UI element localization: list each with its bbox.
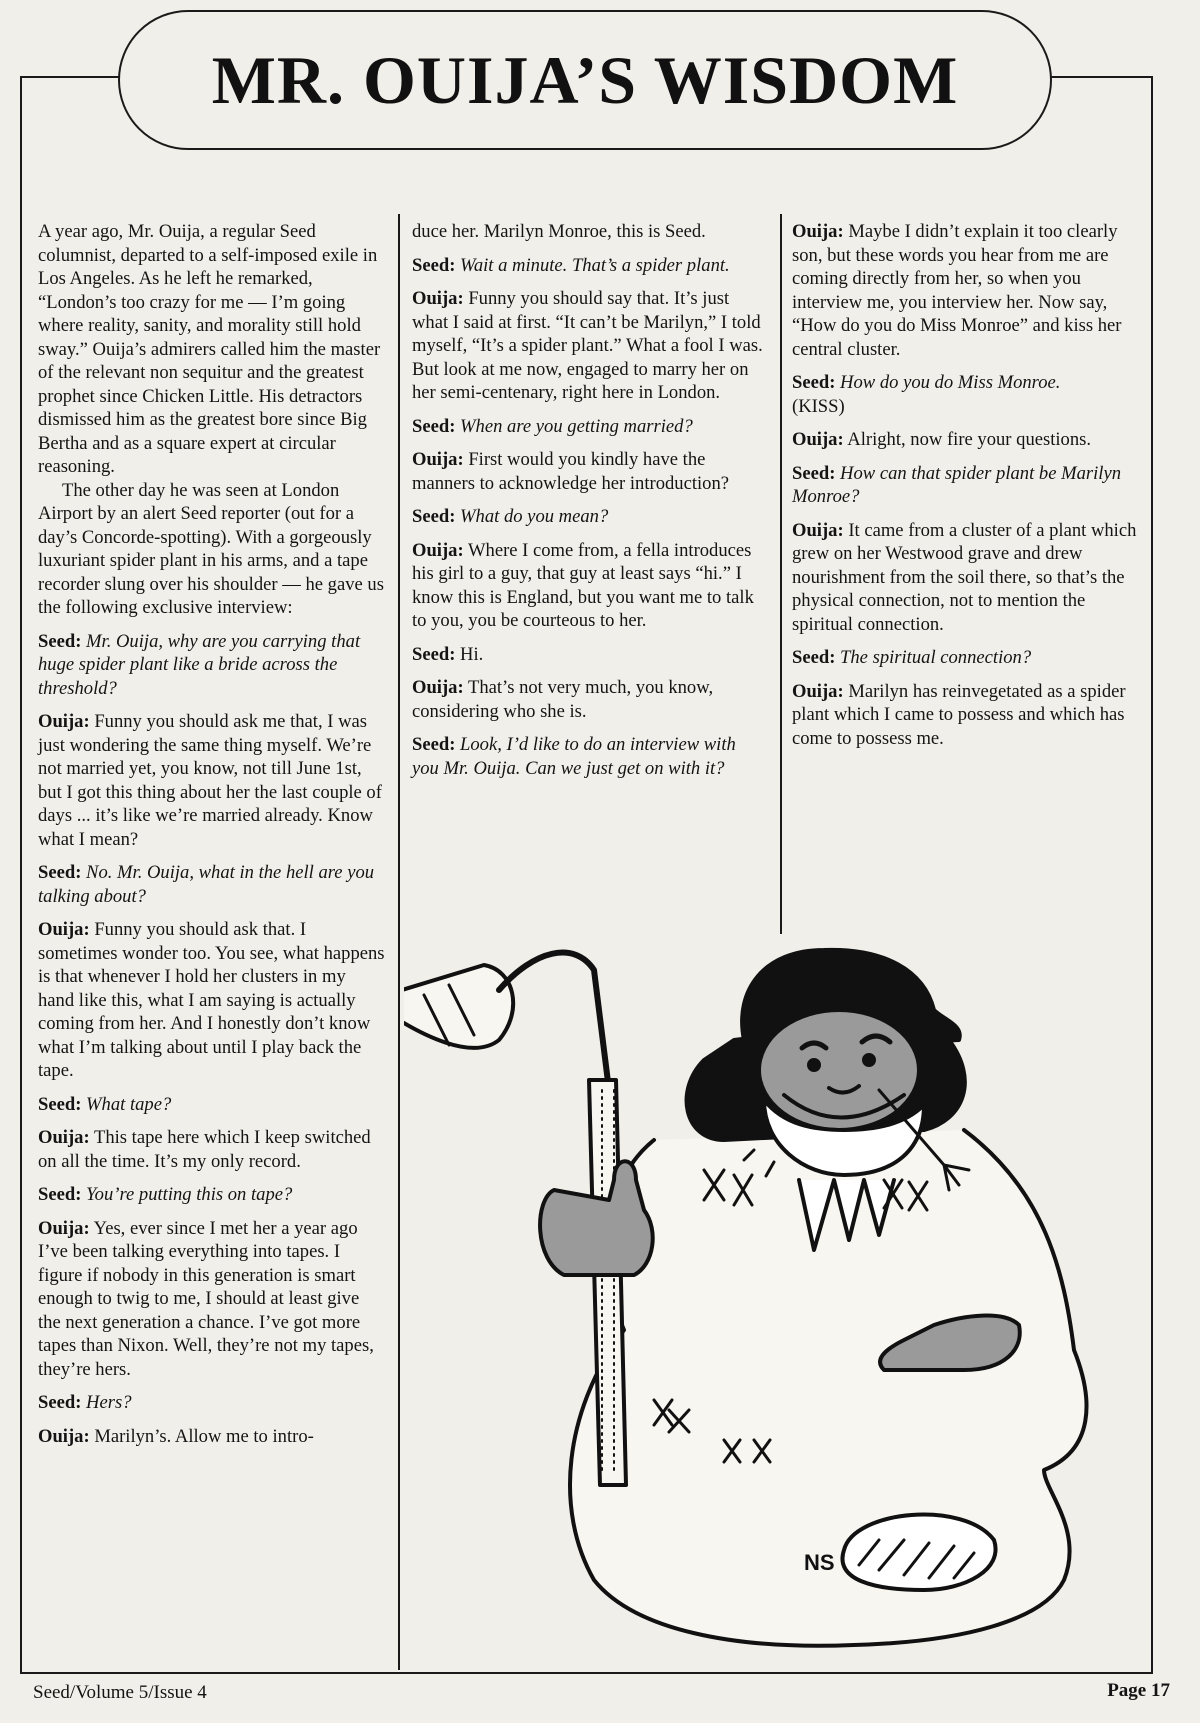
title-banner	[118, 10, 1052, 150]
intro-paragraph: The other day he was seen at London Airport by an alert Seed reporter (out for a day’s Concorde-spotting). With a gorgeously luxuriant spider plant in his arms, and a tape recorder slung over his shoulder — he gave us the following exclusive interview:	[38, 479, 384, 618]
dialogue-ouija: Ouija: Funny you should ask me that, I was just wondering the same thing myself. We’re not married yet, you know, not till June 1st, but I got this thing about her the last couple of days ... it’s like we’re married already. Know what I mean?	[38, 711, 382, 850]
artist-signature: NS	[804, 1550, 835, 1575]
page-number: Page 17	[1107, 1680, 1170, 1701]
dialogue-ouija: Ouija: Funny you should say that. It’s just what I said at first. “It can’t be Marilyn,” I told myself, “It’s a spider plant.” What a fool I was. But look at me now, engaged to marry her on her semi-centenary, right here in London.	[412, 288, 763, 403]
column-3	[792, 220, 1142, 760]
dialogue-ouija: Ouija: That’s not very much, you know, considering who she is.	[412, 677, 714, 722]
dialogue-ouija: Ouija: Funny you should ask that. I sometimes wonder too. You see, what happens is that whenever I hold her clusters in my hand like this, what I am saying is actually coming from her. And I honestly don’t know what I’m talking about until I play back the tape.	[38, 919, 385, 1081]
dialogue-ouija: Ouija: Where I come from, a fella introduces his girl to a guy, that guy at least says “hi.” I know this is England, but you want me to talk to you, you be courteous to her.	[412, 539, 754, 631]
continued-text: duce her. Marilyn Monroe, this is Seed.	[412, 221, 706, 242]
dialogue-seed: Seed: No. Mr. Ouija, what in the hell are you talking about?	[38, 862, 375, 907]
dialogue-ouija: Ouija: Marilyn’s. Allow me to intro-	[38, 1425, 314, 1447]
dialogue-seed: Seed: Hers?	[38, 1392, 132, 1413]
dialogue-ouija: Ouija: This tape here which I keep switched on all the time. It’s my only record.	[38, 1127, 371, 1172]
ouija-cartoon-illustration	[404, 930, 1144, 1670]
dialogue-seed: Seed: Mr. Ouija, why are you carrying that huge spider plant like a bride across the threshold?	[38, 630, 361, 699]
dialogue-ouija: Ouija: Yes, ever since I met her a year ago I’ve been talking everything into tapes. I figure if nobody in this generation is smart enough to twig to me, I should at least give the next generation a chance. I’ve got more tapes than Nixon. Well, they’re not my tapes, they’re hers.	[38, 1217, 374, 1380]
dialogue-ouija: Ouija: Marilyn has reinvegetated as a spider plant which I came to possess and which has come to possess me.	[792, 680, 1126, 749]
column-rule	[780, 214, 782, 934]
dialogue-seed: Seed: Wait a minute. That’s a spider plant.	[412, 254, 730, 276]
dialogue-ouija: Ouija: It came from a cluster of a plant which grew on her Westwood grave and drew nourishment from the soil there, so that’s the physical connection, not to mention the spiritual connection.	[792, 519, 1137, 635]
dialogue-seed: Seed: You’re putting this on tape?	[38, 1184, 293, 1205]
dialogue-seed: Seed: How can that spider plant be Marilyn Monroe?	[792, 462, 1121, 507]
dialogue-ouija: Ouija: Alright, now fire your questions.	[792, 429, 1092, 450]
dialogue-seed: Seed: The spiritual connection?	[792, 647, 1032, 668]
dialogue-seed: Seed: What tape?	[38, 1093, 172, 1115]
column-1	[38, 220, 386, 1458]
dialogue-ouija: Ouija: Maybe I didn’t explain it too clearly son, but these words you hear from me are coming directly from her, so when you interview me, you interview her. Now say, “How do you do Miss Monroe” and kiss her central cluster.	[792, 221, 1122, 360]
dialogue-seed: Seed: How do you do Miss Monroe. (KISS)	[792, 372, 1061, 417]
column-rule	[398, 214, 400, 1670]
dialogue-seed: Seed: What do you mean?	[412, 506, 609, 527]
column-2	[412, 220, 764, 790]
page-title: MR. OUIJA’S WISDOM	[211, 41, 959, 118]
issue-footer: Seed/Volume 5/Issue 4	[33, 1682, 207, 1703]
intro-paragraph: A year ago, Mr. Ouija, a regular Seed columnist, departed to a self-imposed exile in Los Angeles. As he left he remarked, “London’s too crazy for me — I’m going where reality, sanity, and morality still hold sway.” Ouija’s admirers called him the master of the relevant non sequitur and the greatest prophet since Chicken Little. His detractors dismissed him as the greatest bore since Big Bertha and as a square expert at circular reasoning.	[38, 221, 381, 477]
dialogue-seed: Seed: When are you getting married?	[412, 415, 693, 437]
dialogue-seed: Seed: Look, I’d like to do an interview with you Mr. Ouija. Can we just get on with it?	[412, 734, 736, 779]
dialogue-seed: Seed: Hi.	[412, 643, 484, 665]
dialogue-ouija: Ouija: First would you kindly have the manners to acknowledge her introduction?	[412, 449, 730, 494]
